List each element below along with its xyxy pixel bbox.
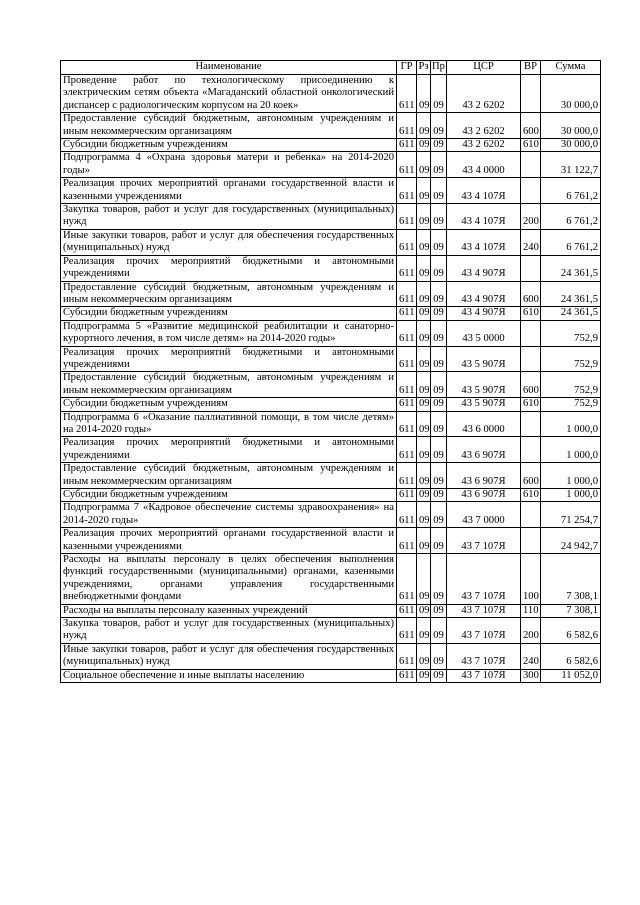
row-sum: 24 942,7 [541,528,601,554]
table-row [61,346,601,372]
row-gr: 611 [397,643,417,669]
row-sum: 6 761,2 [541,178,601,204]
header-pr: Пр [431,61,447,75]
row-vr [521,152,541,178]
row-sum: 6 582,6 [541,643,601,669]
row-rz: 09 [417,411,431,437]
row-sum: 30 000,0 [541,113,601,139]
row-name: Проведение работ по технологическому присоединению к электрическим сетям объекта «Магаданский областной онкологический диспансер с радиологическим корпусом на 20 коек» [61,75,397,113]
table-row [61,618,601,644]
row-sum: 6 582,6 [541,618,601,644]
row-csr: 43 5 0000 [447,320,521,346]
row-rz: 09 [417,320,431,346]
row-pr: 09 [431,139,447,152]
row-vr [521,75,541,113]
row-gr: 611 [397,604,417,617]
row-sum: 1 000,0 [541,411,601,437]
row-pr: 09 [431,372,447,398]
row-csr: 43 2 6202 [447,139,521,152]
row-vr: 610 [521,398,541,411]
row-gr: 611 [397,669,417,682]
row-gr: 611 [397,229,417,255]
row-csr: 43 4 907Я [447,281,521,307]
table-row [61,411,601,437]
row-csr: 43 7 107Я [447,669,521,682]
table-row [61,229,601,255]
row-sum: 30 000,0 [541,139,601,152]
row-sum: 7 308,1 [541,554,601,605]
header-csr: ЦСР [447,61,521,75]
row-gr: 611 [397,437,417,463]
row-vr: 200 [521,204,541,230]
row-pr: 09 [431,152,447,178]
table-row [61,255,601,281]
row-vr [521,178,541,204]
header-rz: Рз [417,61,431,75]
table-row [61,307,601,320]
row-vr: 600 [521,113,541,139]
row-vr [521,502,541,528]
row-rz: 09 [417,75,431,113]
row-gr: 611 [397,139,417,152]
row-gr: 611 [397,204,417,230]
row-vr: 100 [521,554,541,605]
row-name: Закупка товаров, работ и услуг для государственных (муниципальных) нужд [61,618,397,644]
row-csr: 43 5 907Я [447,398,521,411]
row-rz: 09 [417,255,431,281]
row-pr: 09 [431,229,447,255]
table-row [61,113,601,139]
row-vr: 600 [521,372,541,398]
row-name: Подпрограмма 5 «Развитие медицинской реабилитации и санаторно-курортного лечения, в том числе детям» на 2014-2020 годы» [61,320,397,346]
row-rz: 09 [417,281,431,307]
row-gr: 611 [397,255,417,281]
row-rz: 09 [417,204,431,230]
row-name: Реализация прочих мероприятий бюджетными и автономными учреждениями [61,437,397,463]
row-name: Подпрограмма 7 «Кадровое обеспечение системы здравоохранения» на 2014-2020 годы» [61,502,397,528]
row-vr: 110 [521,604,541,617]
budget-table [60,60,601,683]
row-vr: 200 [521,618,541,644]
row-sum: 752,9 [541,346,601,372]
row-csr: 43 4 0000 [447,152,521,178]
row-pr: 09 [431,307,447,320]
row-name: Предоставление субсидий бюджетным, автономным учреждениям и иным некоммерческим организациям [61,113,397,139]
table-row [61,372,601,398]
table-row [61,152,601,178]
row-pr: 09 [431,604,447,617]
table-row [61,75,601,113]
header-vr: ВР [521,61,541,75]
row-pr: 09 [431,281,447,307]
row-name: Предоставление субсидий бюджетным, автономным учреждениям и иным некоммерческим организациям [61,281,397,307]
row-rz: 09 [417,502,431,528]
row-rz: 09 [417,618,431,644]
table-row [61,281,601,307]
row-name: Социальное обеспечение и иные выплаты населению [61,669,397,682]
row-name: Подпрограмма 4 «Охрана здоровья матери и ребенка» на 2014-2020 годы» [61,152,397,178]
row-gr: 611 [397,307,417,320]
row-sum: 24 361,5 [541,281,601,307]
row-pr: 09 [431,618,447,644]
row-pr: 09 [431,669,447,682]
row-gr: 611 [397,528,417,554]
header-name: Наименование [61,61,397,75]
table-header-row [61,61,601,75]
table-row [61,204,601,230]
document-page [60,60,600,683]
row-name: Субсидии бюджетным учреждениям [61,398,397,411]
row-rz: 09 [417,307,431,320]
row-csr: 43 7 107Я [447,554,521,605]
row-name: Иные закупки товаров, работ и услуг для обеспечения государственных (муниципальных) нужд [61,643,397,669]
row-sum: 31 122,7 [541,152,601,178]
row-vr: 610 [521,489,541,502]
row-pr: 09 [431,204,447,230]
table-row [61,178,601,204]
row-vr [521,411,541,437]
row-rz: 09 [417,113,431,139]
row-csr: 43 4 107Я [447,204,521,230]
row-name: Реализация прочих мероприятий бюджетными и автономными учреждениями [61,346,397,372]
row-pr: 09 [431,346,447,372]
row-pr: 09 [431,113,447,139]
row-rz: 09 [417,398,431,411]
row-rz: 09 [417,528,431,554]
row-rz: 09 [417,643,431,669]
row-csr: 43 5 907Я [447,372,521,398]
row-pr: 09 [431,411,447,437]
row-vr: 610 [521,139,541,152]
row-vr: 610 [521,307,541,320]
row-rz: 09 [417,178,431,204]
row-sum: 6 761,2 [541,204,601,230]
row-gr: 611 [397,320,417,346]
row-gr: 611 [397,618,417,644]
row-gr: 611 [397,372,417,398]
row-sum: 24 361,5 [541,255,601,281]
row-sum: 1 000,0 [541,489,601,502]
row-rz: 09 [417,489,431,502]
row-vr: 240 [521,229,541,255]
table-row [61,669,601,682]
row-gr: 611 [397,113,417,139]
row-rz: 09 [417,554,431,605]
row-gr: 611 [397,489,417,502]
row-name: Субсидии бюджетным учреждениям [61,139,397,152]
row-name: Расходы на выплаты персоналу в целях обеспечения выполнения функций государственными (муниципальными) органами, казенными учреждениями, органами управления государственными внебюджетными фондами [61,554,397,605]
row-csr: 43 7 0000 [447,502,521,528]
row-name: Субсидии бюджетным учреждениям [61,489,397,502]
row-pr: 09 [431,489,447,502]
row-sum: 1 000,0 [541,437,601,463]
table-row [61,643,601,669]
row-gr: 611 [397,502,417,528]
row-pr: 09 [431,528,447,554]
row-gr: 611 [397,346,417,372]
table-row [61,398,601,411]
header-sum: Сумма [541,61,601,75]
row-gr: 611 [397,411,417,437]
row-csr: 43 4 107Я [447,178,521,204]
row-name: Расходы на выплаты персоналу казенных учреждений [61,604,397,617]
row-name: Реализация прочих мероприятий органами государственной власти и казенными учреждениями [61,528,397,554]
table-row [61,604,601,617]
row-rz: 09 [417,152,431,178]
row-name: Реализация прочих мероприятий бюджетными и автономными учреждениями [61,255,397,281]
row-csr: 43 2 6202 [447,113,521,139]
row-rz: 09 [417,669,431,682]
row-rz: 09 [417,437,431,463]
row-sum: 752,9 [541,320,601,346]
row-pr: 09 [431,437,447,463]
table-row [61,463,601,489]
row-vr [521,255,541,281]
row-gr: 611 [397,152,417,178]
row-csr: 43 6 907Я [447,463,521,489]
row-pr: 09 [431,502,447,528]
row-name: Субсидии бюджетным учреждениям [61,307,397,320]
table-row [61,139,601,152]
row-csr: 43 7 107Я [447,528,521,554]
row-name: Предоставление субсидий бюджетным, автономным учреждениям и иным некоммерческим организациям [61,463,397,489]
row-name: Предоставление субсидий бюджетным, автономным учреждениям и иным некоммерческим организациям [61,372,397,398]
row-vr: 600 [521,463,541,489]
row-csr: 43 4 107Я [447,229,521,255]
row-rz: 09 [417,372,431,398]
row-vr [521,437,541,463]
row-sum: 24 361,5 [541,307,601,320]
row-rz: 09 [417,604,431,617]
row-pr: 09 [431,463,447,489]
row-pr: 09 [431,554,447,605]
row-rz: 09 [417,229,431,255]
row-gr: 611 [397,75,417,113]
table-row [61,489,601,502]
row-pr: 09 [431,643,447,669]
row-pr: 09 [431,75,447,113]
row-gr: 611 [397,398,417,411]
row-gr: 611 [397,463,417,489]
row-csr: 43 6 907Я [447,437,521,463]
row-pr: 09 [431,255,447,281]
row-csr: 43 6 907Я [447,489,521,502]
row-csr: 43 4 907Я [447,307,521,320]
row-sum: 752,9 [541,372,601,398]
table-row [61,320,601,346]
row-sum: 752,9 [541,398,601,411]
table-row [61,554,601,605]
table-row [61,528,601,554]
row-vr [521,320,541,346]
row-name: Подпрограмма 6 «Оказание паллиативной помощи, в том числе детям» на 2014-2020 годы» [61,411,397,437]
row-csr: 43 5 907Я [447,346,521,372]
row-pr: 09 [431,398,447,411]
row-csr: 43 4 907Я [447,255,521,281]
table-row [61,502,601,528]
row-vr [521,528,541,554]
row-rz: 09 [417,346,431,372]
row-rz: 09 [417,139,431,152]
row-pr: 09 [431,320,447,346]
row-vr: 300 [521,669,541,682]
row-sum: 71 254,7 [541,502,601,528]
row-sum: 1 000,0 [541,463,601,489]
row-vr: 600 [521,281,541,307]
row-vr: 240 [521,643,541,669]
row-name: Иные закупки товаров, работ и услуг для обеспечения государственных (муниципальных) нужд [61,229,397,255]
row-gr: 611 [397,554,417,605]
row-sum: 7 308,1 [541,604,601,617]
row-csr: 43 7 107Я [447,643,521,669]
row-pr: 09 [431,178,447,204]
row-name: Реализация прочих мероприятий органами государственной власти и казенными учреждениями [61,178,397,204]
row-csr: 43 7 107Я [447,618,521,644]
row-csr: 43 2 6202 [447,75,521,113]
row-sum: 6 761,2 [541,229,601,255]
header-gr: ГР [397,61,417,75]
row-rz: 09 [417,463,431,489]
table-row [61,437,601,463]
row-sum: 11 052,0 [541,669,601,682]
row-name: Закупка товаров, работ и услуг для государственных (муниципальных) нужд [61,204,397,230]
row-vr [521,346,541,372]
row-gr: 611 [397,281,417,307]
row-gr: 611 [397,178,417,204]
row-sum: 30 000,0 [541,75,601,113]
row-csr: 43 7 107Я [447,604,521,617]
row-csr: 43 6 0000 [447,411,521,437]
